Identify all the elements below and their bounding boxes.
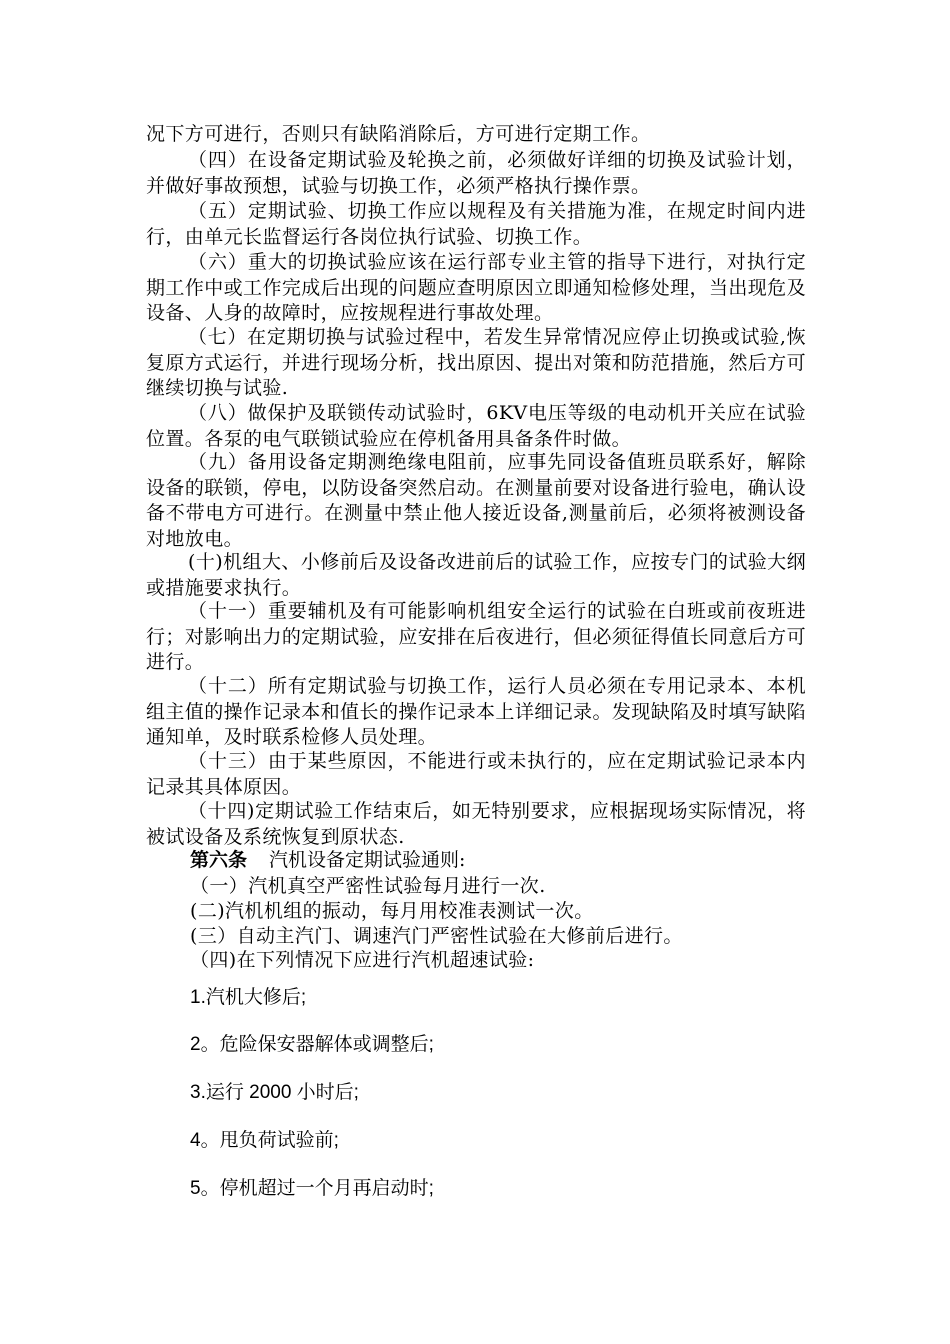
paragraph-item-4: （四）在设备定期试验及轮换之前，必须做好详细的切换及试验计划，并做好事故预想，试验与切换工作，必须严格执行操作票。	[146, 149, 806, 197]
paragraph-continuation: 况下方可进行，否则只有缺陷消除后，方可进行定期工作。	[146, 123, 651, 145]
article-6-heading	[190, 848, 465, 874]
list-item-3: 3.运行 2000 小时后;	[190, 1082, 359, 1103]
list-item-5: 5。停机超过一个月再启动时;	[190, 1178, 434, 1199]
paragraph-item-14: （十四)定期试验工作结束后，如无特别要求，应根据现场实际情况，将被试设备及系统恢复到原状态.	[146, 800, 806, 848]
article-6-item-3: (三）自动主汽门、调速汽门严密性试验在大修前后进行。	[190, 925, 683, 947]
paragraph-item-8: （八）做保护及联锁传动试验时，6KV电压等级的电动机开关应在试验位置。各泵的电气联锁试验应在停机备用具备条件时做。	[146, 402, 806, 450]
paragraph-item-9: （九）备用设备定期测绝缘电阻前，应事先同设备值班员联系好，解除设备的联锁，停电，以防设备突然启动。在测量前要对设备进行验电，确认设备不带电方可进行。在测量中禁止他人接近设备,测量前后，必须将被测设备对地放电。	[146, 451, 806, 550]
list-item-4: 4。甩负荷试验前;	[190, 1130, 339, 1151]
paragraph-item-10: (十)机组大、小修前后及设备改进前后的试验工作，应按专门的试验大纲或措施要求执行。	[146, 551, 806, 599]
article-6-number: 第六条	[190, 849, 248, 871]
list-item-2: 2。危险保安器解体或调整后;	[190, 1034, 434, 1055]
paragraph-item-5: （五）定期试验、切换工作应以规程及有关措施为准，在规定时间内进行，由单元长监督运行各岗位执行试验、切换工作。	[146, 200, 806, 248]
paragraph-item-11: （十一）重要辅机及有可能影响机组安全运行的试验在白班或前夜班进行；对影响出力的定期试验，应安排在后夜进行，但必须征得值长同意后方可进行。	[146, 600, 806, 673]
paragraph-item-12: （十二）所有定期试验与切换工作，运行人员必须在专用记录本、本机组主值的操作记录本和值长的操作记录本上详细记录。发现缺陷及时填写缺陷通知单，及时联系检修人员处理。	[146, 675, 806, 748]
article-6-item-4: （四)在下列情况下应进行汽机超速试验:	[190, 949, 535, 971]
article-6-title: 汽机设备定期试验通则:	[269, 849, 466, 871]
article-6-item-1: （一）汽机真空严密性试验每月进行一次.	[190, 875, 546, 897]
paragraph-item-7: （七）在定期切换与试验过程中，若发生异常情况应停止切换或试验,恢复原方式运行，并进行现场分析，找出原因、提出对策和防范措施，然后方可继续切换与试验.	[146, 326, 806, 399]
paragraph-item-6: （六）重大的切换试验应该在运行部专业主管的指导下进行，对执行定期工作中或工作完成后出现的问题应查明原因立即通知检修处理，当出现危及设备、人身的故障时，应按规程进行事故处理。	[146, 251, 806, 324]
paragraph-item-13: （十三）由于某些原因，不能进行或未执行的，应在定期试验记录本内记录其具体原因。	[146, 750, 806, 798]
list-item-1: 1.汽机大修后;	[190, 987, 307, 1008]
article-6-item-2: (二)汽机机组的振动，每月用校准表测试一次。	[190, 900, 594, 922]
